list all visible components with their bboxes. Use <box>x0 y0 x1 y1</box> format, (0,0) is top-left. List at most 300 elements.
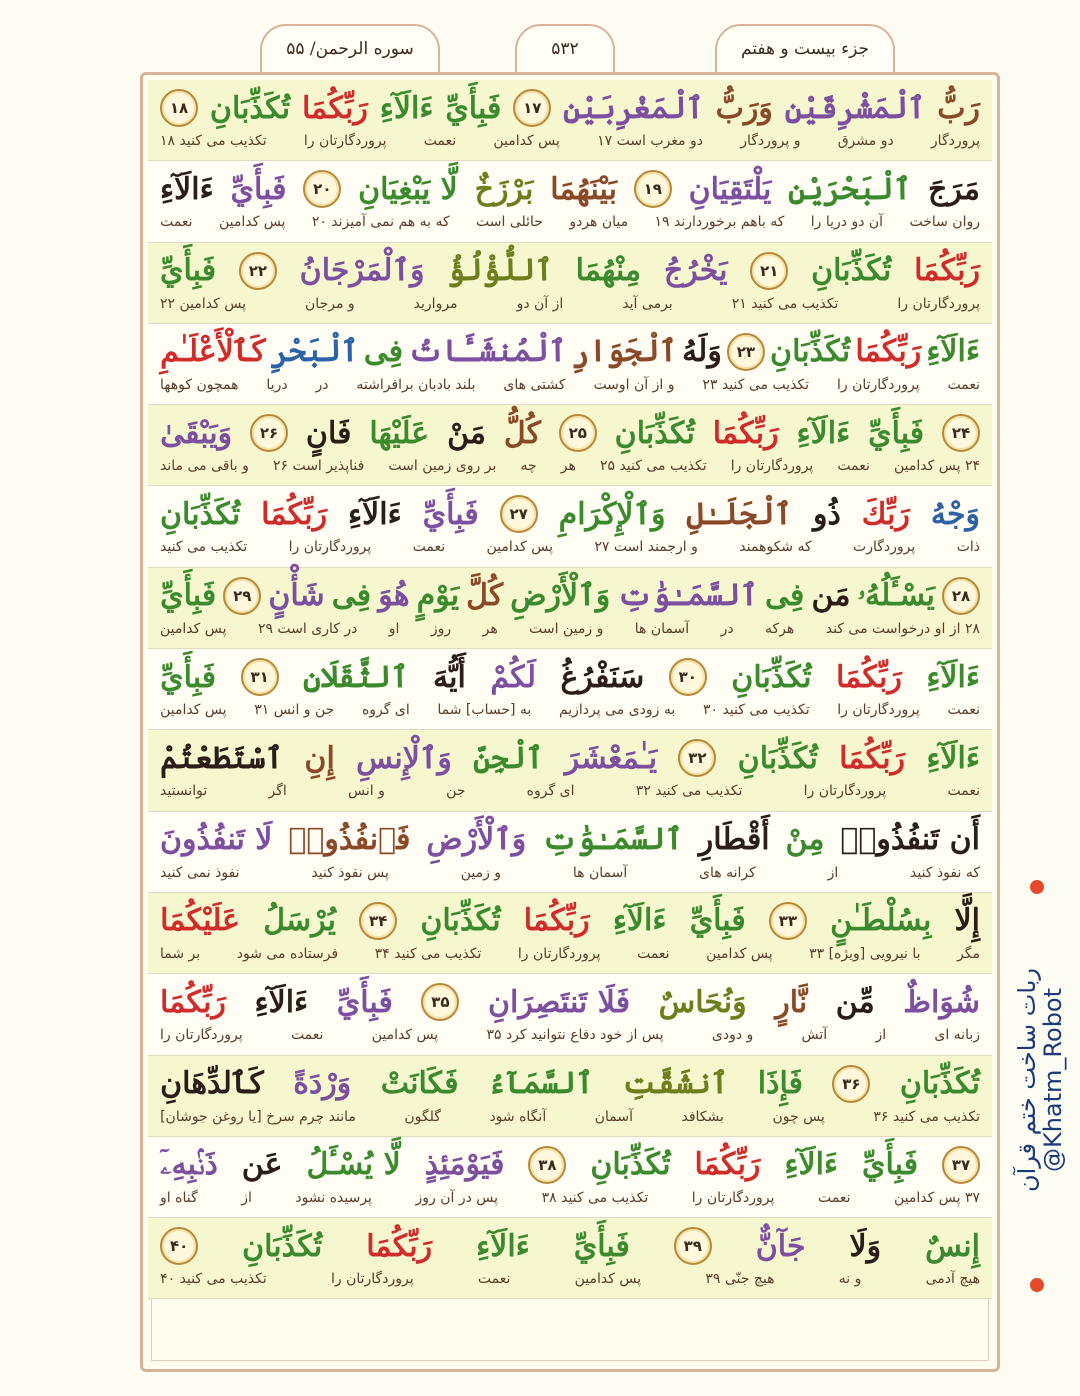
arabic-word: فَبِأَيِّ <box>230 171 287 207</box>
translation-word: نعمت <box>947 376 980 393</box>
translation-word: پس کدامین <box>493 133 560 149</box>
arabic-word: عَن <box>241 1147 283 1183</box>
translation-word: تکذیب می کنید ۲۵ <box>599 458 707 475</box>
arabic-word: فَبِأَيِّ <box>573 1228 630 1264</box>
translation-word: تکذیب می کنید ۳۰ <box>702 702 810 719</box>
persian-translation-line <box>160 862 980 884</box>
arabic-text-line <box>160 1224 980 1268</box>
arabic-word: ٱلْبَحْرِ <box>270 334 359 370</box>
arabic-text-line <box>160 818 980 862</box>
arabic-word: سَنَفْرُغُ <box>560 659 645 695</box>
translation-word: پروردگارتان را <box>836 376 920 393</box>
translation-word: که به هم نمی آمیزند ۲۰ <box>311 214 450 231</box>
arabic-word: كَٱلدِّهَانِ <box>160 1066 264 1102</box>
translation-word: مگر <box>957 945 980 962</box>
translation-word: تکذیب می کنید ۱۸ <box>160 133 267 149</box>
arabic-word: بِسُلْطَـٰنٍ <box>830 903 932 939</box>
persian-translation-line <box>160 130 980 152</box>
translation-word: نعمت <box>947 702 980 719</box>
arabic-word: فَيَوْمَئِذٍ <box>424 1147 505 1183</box>
arabic-text-line <box>160 736 980 780</box>
arabic-word: وَلَهُ <box>682 334 722 370</box>
verse-line <box>148 893 992 974</box>
translation-word: پروردگارتان را <box>897 295 980 312</box>
verse-number-marker: ۲۷ <box>500 495 538 533</box>
arabic-word: إِنسٌ <box>925 1228 980 1264</box>
translation-word: از <box>241 1189 252 1206</box>
arabic-word: فَانٍ <box>305 415 352 451</box>
verse-line <box>148 161 992 242</box>
arabic-word: ٱنشَقَّتِ <box>622 1066 729 1102</box>
translation-word: و ارجمند است ۲۷ <box>594 539 698 556</box>
arabic-word: ٱلسَّمَـٰوَٰتِ <box>617 578 758 614</box>
arabic-word: كُلَّ <box>466 578 504 614</box>
arabic-word: فَبِأَيِّ <box>868 415 925 451</box>
translation-word: نعمت <box>947 783 980 800</box>
translation-word: و پروردگار <box>740 133 801 149</box>
verse-number-marker: ۲۶ <box>250 414 288 452</box>
translation-word: دو مشرق <box>837 133 894 149</box>
verse-line <box>148 568 992 649</box>
arabic-text-line <box>160 86 980 130</box>
translation-word: بر شما <box>160 945 201 962</box>
verse-line <box>148 324 992 405</box>
arabic-word: رَبِّكُمَا <box>855 334 922 370</box>
arabic-word: ءَالَآءِ <box>796 415 851 451</box>
translation-word: آسمان ها <box>572 864 628 881</box>
translation-word: تکذیب می کنید ۳۸ <box>541 1189 649 1206</box>
arabic-word: وَٱلْإِنسِ <box>356 740 452 776</box>
arabic-word: لَا تَنفُذُونَ <box>160 822 273 858</box>
verse-line <box>148 974 992 1055</box>
translation-word: روان ساخت <box>909 214 980 231</box>
arabic-word: تُكَذِّبَانِ <box>811 253 892 289</box>
arabic-word: ءَالَآءِ <box>784 1147 839 1183</box>
verse-number-marker: ۲۲ <box>239 252 277 290</box>
arabic-word: رَبِّكُمَا <box>523 903 590 939</box>
translation-word: پروردگارتان را <box>837 702 920 719</box>
translation-word: نعمت <box>412 539 446 556</box>
arabic-word: لَّا يُسْـَٔلُ <box>306 1147 401 1183</box>
translation-word: اگر <box>268 783 287 800</box>
arabic-word: ٱلْجَلَـٰلِ <box>686 496 792 532</box>
verse-number-marker: ۲۹ <box>223 577 261 615</box>
arabic-word: تُكَذِّبَانِ <box>160 496 241 532</box>
arabic-word: ءَالَآءِ <box>254 984 309 1020</box>
verse-line <box>148 486 992 567</box>
translation-word: که نفوذ کنید <box>910 864 980 881</box>
translation-word: جن و انس ۳۱ <box>254 702 335 719</box>
arabic-word: ٱسْتَطَعْتُمْ <box>160 740 284 776</box>
surah-title: سوره الرحمن/ ۵۵ <box>260 24 440 74</box>
translation-word: پس کدامین <box>218 214 286 231</box>
translation-word: نعمت <box>290 1027 324 1044</box>
page-header <box>0 10 1080 72</box>
arabic-word: فَإِذَا <box>757 1066 803 1102</box>
arabic-word: لَكُمْ <box>490 659 536 695</box>
arabic-text-line <box>160 330 980 374</box>
translation-word: فرستاده می شود <box>236 945 339 962</box>
arabic-text-line <box>160 1062 980 1106</box>
verse-number-marker: ۳۶ <box>832 1065 870 1103</box>
translation-word: نعمت <box>637 945 670 962</box>
translation-word: حائلی است <box>476 214 543 231</box>
verse-number-marker: ۱۷ <box>513 89 551 127</box>
translation-word: پروردگار <box>930 133 980 149</box>
arabic-word: وَرَبُّ <box>715 90 773 126</box>
watermark-ornament-bottom-icon <box>1030 1278 1044 1292</box>
translation-word: گلگون <box>404 1108 441 1125</box>
arabic-word: تُكَذِّبَانِ <box>737 740 818 776</box>
translation-word: پروردگارتان را <box>803 783 887 800</box>
translation-word: ای گروه <box>526 783 575 800</box>
verse-number-marker: ۲۱ <box>750 252 788 290</box>
translation-word: و دودی <box>711 1027 754 1044</box>
verse-number-marker: ۳۹ <box>674 1227 712 1265</box>
arabic-word: مَن <box>811 578 851 614</box>
translation-word: پس کدامین <box>486 539 553 556</box>
arabic-word: إِنِ <box>304 740 335 776</box>
persian-translation-line <box>160 211 980 233</box>
translation-word: ۳۷ پس کدامین <box>894 1189 980 1206</box>
arabic-word: نَّارٍ <box>775 984 808 1020</box>
translation-word: بشکافد <box>681 1108 724 1125</box>
translation-word: پروردگارتان را <box>303 133 387 149</box>
arabic-text-line <box>160 655 980 699</box>
verse-number-marker: ۳۵ <box>421 983 459 1021</box>
arabic-word: فَٱنفُذُوا۟ <box>288 822 411 858</box>
translation-word: چه <box>520 458 537 475</box>
arabic-word: ءَالَآءِ <box>160 171 214 207</box>
verse-number-marker: ۱۸ <box>160 89 198 127</box>
arabic-word: فَبِأَيِّ <box>336 984 393 1020</box>
verse-number-marker: ۴۰ <box>160 1227 198 1265</box>
translation-word: پس کدامین <box>706 945 773 962</box>
arabic-text-line <box>160 980 980 1024</box>
translation-word: تکذیب می کنید ۴۰ <box>160 1271 267 1288</box>
arabic-word: يَخْرُجُ <box>663 253 728 289</box>
arabic-word: رَبِّكُمَا <box>839 740 906 776</box>
translation-word: کرانه های <box>699 864 756 881</box>
translation-word: و زمین <box>460 864 502 881</box>
translation-word: با نیرویی [ویژه] ۳۳ <box>809 945 921 962</box>
arabic-word: تُكَذِّبَانِ <box>770 334 851 370</box>
arabic-word: فَلَا تَنتَصِرَانِ <box>487 984 631 1020</box>
arabic-word: فَبِأَيِّ <box>689 903 746 939</box>
channel-watermark <box>1010 880 1070 1280</box>
translation-word: نعمت <box>160 214 193 231</box>
verse-number-marker: ۲۵ <box>559 414 597 452</box>
translation-word: ذات <box>956 539 980 556</box>
arabic-word: تُكَذِّبَانِ <box>420 903 501 939</box>
translation-word: بلند بادبان برافراشته <box>356 376 476 393</box>
verse-line <box>148 730 992 811</box>
verse-number-marker: ۲۳ <box>727 333 765 371</box>
arabic-word: وَنُحَاسٌ <box>658 984 747 1020</box>
channel-watermark-text <box>1010 880 1070 1280</box>
translation-word: مانند چرم سرخ [یا روغن جوشان] <box>160 1108 356 1125</box>
arabic-word: يَسْـَٔلُهُۥ <box>857 578 935 614</box>
arabic-word: رَبِّكُمَا <box>835 659 902 695</box>
translation-word: آنگاه شود <box>489 1108 547 1125</box>
translation-word: پس چون <box>772 1108 825 1125</box>
arabic-word: فَكَانَتْ <box>380 1066 459 1102</box>
verse-line <box>148 1218 992 1299</box>
arabic-word: بَيْنَهُمَا <box>550 171 617 207</box>
arabic-word: ٱلسَّمَآءُ <box>488 1066 594 1102</box>
persian-translation-line <box>160 536 980 558</box>
verse-number-marker: ۳۱ <box>241 658 279 696</box>
translation-word: فناپذیر است ۲۶ <box>272 458 365 475</box>
persian-translation-line <box>160 699 980 721</box>
arabic-word: ٱلسَّمَـٰوَٰتِ <box>542 822 683 858</box>
verse-number-marker: ۳۰ <box>669 658 707 696</box>
translation-word: و نه <box>838 1271 862 1288</box>
translation-word: پروردگارت <box>853 539 916 556</box>
arabic-text-line <box>160 249 980 293</box>
translation-word: پس کدامین <box>574 1271 642 1288</box>
watermark-ornament-top-icon <box>1030 880 1044 894</box>
verse-line <box>148 405 992 486</box>
persian-translation-line <box>160 293 980 315</box>
arabic-word: تُكَذِّبَانِ <box>242 1228 323 1264</box>
arabic-word: ءَالَآءِ <box>348 496 402 532</box>
translation-word: همچون کوهها <box>160 376 239 393</box>
arabic-word: أَيُّهَ <box>433 659 466 695</box>
page-number: ۵۳۲ <box>515 24 615 74</box>
arabic-word: رَبِّكُمَا <box>694 1147 761 1183</box>
persian-translation-line <box>160 1187 980 1209</box>
translation-word: بر روی زمین است <box>388 458 497 475</box>
arabic-word: مِنْهُمَا <box>575 253 642 289</box>
arabic-word: ذَنۢبِهِۦٓ <box>160 1147 218 1183</box>
arabic-word: رَبُّ <box>937 90 980 126</box>
translation-word: پروردگارتان را <box>691 1189 775 1206</box>
watermark-title: ربات ساخت ختم قرآن <box>1013 968 1041 1192</box>
translation-word: دریا <box>266 376 288 393</box>
arabic-word: يَوْمٍ <box>416 578 460 614</box>
arabic-word: فَبِأَيِّ <box>422 496 479 532</box>
persian-translation-line <box>160 618 980 640</box>
arabic-word: ٱلثَّقَلَانِ <box>303 659 409 695</box>
arabic-word: وَٱلْأَرْضِ <box>510 578 611 614</box>
translation-word: پس کدامین ۲۲ <box>160 295 246 312</box>
translation-word: در <box>315 376 329 393</box>
arabic-word: تُكَذِّبَانِ <box>899 1066 980 1102</box>
translation-word: او <box>388 620 400 637</box>
arabic-word: فَبِأَيِّ <box>160 253 217 289</box>
watermark-handle: @Khatm_Robot <box>1039 987 1067 1173</box>
arabic-word: ءَالَآءِ <box>926 740 980 776</box>
arabic-word: رَبِّكُمَا <box>366 1228 433 1264</box>
translation-word: که باهم برخوردارند ۱۹ <box>654 214 785 231</box>
arabic-text-line <box>160 492 980 536</box>
translation-word: تکذیب می کنید ۳۴ <box>374 945 482 962</box>
arabic-word: أَن تَنفُذُوا۟ <box>840 822 980 858</box>
verse-lines <box>148 80 992 1299</box>
verse-line <box>148 243 992 324</box>
verse-number-marker: ۳۸ <box>528 1146 566 1184</box>
translation-word: مروارید <box>413 295 458 312</box>
arabic-word: وَرْدَةً <box>293 1066 352 1102</box>
persian-translation-line <box>160 943 980 965</box>
arabic-word: فَبِأَيِّ <box>862 1147 919 1183</box>
translation-word: ۲۴ پس کدامین <box>894 458 980 475</box>
translation-word: پروردگارتان را <box>160 1027 243 1044</box>
arabic-word: كَٱلْأَعْلَـٰمِ <box>160 334 266 370</box>
translation-word: توانستید <box>160 783 208 800</box>
arabic-word: ٱللُّؤْلُؤُ <box>447 253 553 289</box>
verse-number-marker: ۳۳ <box>769 902 807 940</box>
persian-translation-line <box>160 1024 980 1046</box>
translation-word: پس نفوذ کنید <box>311 864 389 881</box>
verse-number-marker: ۱۹ <box>634 170 672 208</box>
arabic-word: تُكَذِّبَانِ <box>731 659 812 695</box>
arabic-word: ءَالَآءِ <box>926 659 980 695</box>
translation-word: نفوذ نمی کنید <box>160 864 240 881</box>
persian-translation-line <box>160 1106 980 1128</box>
arabic-word: مَنْ <box>447 415 486 451</box>
verse-line <box>148 649 992 730</box>
translation-word: و از آن اوست <box>593 376 675 393</box>
translation-word: تکذیب می کنید ۲۳ <box>702 376 810 393</box>
translation-word: نعمت <box>423 133 457 149</box>
arabic-text-line <box>160 411 980 455</box>
arabic-word: رَبِّكَ <box>861 496 910 532</box>
verse-number-marker: ۲۰ <box>303 170 341 208</box>
translation-word: تکذیب می کنید ۳۶ <box>873 1108 980 1125</box>
translation-word: هیچ آدمی <box>925 1271 980 1288</box>
translation-word: زبانه ای <box>934 1027 980 1044</box>
translation-word: به [حساب] شما <box>437 702 532 719</box>
arabic-word: فَبِأَيِّ <box>445 90 502 126</box>
arabic-word: يَـٰمَعْشَرَ <box>564 740 658 776</box>
arabic-word: شَأْنٍ <box>268 578 325 614</box>
arabic-word: ٱلْبَحْرَيْنِ <box>788 171 912 207</box>
translation-word: هرکه <box>765 620 795 637</box>
arabic-word: رَبِّكُمَا <box>301 90 368 126</box>
translation-word: پروردگارتان را <box>288 539 372 556</box>
arabic-word: وَجْهُ <box>930 496 980 532</box>
translation-word: و باقی می ماند <box>160 458 249 475</box>
arabic-word: فِى <box>765 578 805 614</box>
arabic-word: شُوَاظٌ <box>903 984 980 1020</box>
arabic-word: رَبِّكُمَا <box>261 496 328 532</box>
translation-word: نعمت <box>817 1189 851 1206</box>
translation-word: در کاری است ۲۹ <box>257 620 358 637</box>
translation-word: از آن دو <box>516 295 564 312</box>
arabic-word: تُكَذِّبَانِ <box>590 1147 671 1183</box>
arabic-text-line <box>160 574 980 618</box>
arabic-word: وَٱلْمَرْجَانُ <box>299 253 425 289</box>
verse-number-marker: ۲۴ <box>942 414 980 452</box>
translation-word: پروردگارتان را <box>517 945 601 962</box>
persian-translation-line <box>160 780 980 802</box>
translation-word: هیچ جنّی ۳۹ <box>705 1271 775 1288</box>
arabic-word: ذُو <box>812 496 841 532</box>
translation-word: هر <box>560 458 576 475</box>
translation-word: در <box>720 620 734 637</box>
translation-word: آن دو دریا را <box>810 214 884 231</box>
translation-word: جن <box>446 783 466 800</box>
translation-word: آسمان <box>594 1108 633 1125</box>
translation-word: به زودی می پردازیم <box>558 702 676 719</box>
translation-word: روز <box>430 620 452 637</box>
arabic-word: مِّن <box>835 984 875 1020</box>
translation-word: تکذیب می کنید ۳۲ <box>635 783 743 800</box>
translation-word: گناه او <box>160 1189 198 1206</box>
arabic-word: رَبِّكُمَا <box>160 984 226 1020</box>
arabic-word: كُلُّ <box>503 415 541 451</box>
arabic-word: وَلَا <box>849 1228 882 1264</box>
arabic-word: فَبِأَيِّ <box>160 659 217 695</box>
arabic-word: ٱلْمَشْرِقَيْنِ <box>784 90 926 126</box>
translation-word: و مرجان <box>305 295 355 312</box>
persian-translation-line <box>160 1268 980 1290</box>
translation-word: نعمت <box>477 1271 511 1288</box>
translation-word: از <box>827 864 839 881</box>
translation-word: پروردگارتان را <box>330 1271 414 1288</box>
arabic-word: ءَالَآءِ <box>379 90 434 126</box>
verse-number-marker: ۳۴ <box>359 902 397 940</box>
translation-word: پس کدامین <box>160 702 227 719</box>
arabic-word: تُكَذِّبَانِ <box>209 90 291 126</box>
translation-word: ای گروه <box>361 702 410 719</box>
arabic-word: عَلَيْهَا <box>369 415 430 451</box>
arabic-word: ٱلْجِنِّ <box>473 740 544 776</box>
persian-translation-line <box>160 455 980 477</box>
translation-word: هر <box>482 620 498 637</box>
arabic-word: عَلَيْكُمَا <box>160 903 241 939</box>
translation-word: از <box>875 1027 887 1044</box>
arabic-word: تُكَذِّبَانِ <box>614 415 695 451</box>
translation-word: آسمان ها <box>634 620 690 637</box>
translation-word: نعمت <box>837 458 870 475</box>
arabic-text-line <box>160 167 980 211</box>
translation-word: آتش <box>801 1027 828 1044</box>
translation-word: پس از خود دفاع نتوانید کرد ۳۵ <box>486 1027 664 1044</box>
arabic-word: أَقْطَارِ <box>698 822 770 858</box>
arabic-word: لَّا يَبْغِيَانِ <box>358 171 458 207</box>
translation-word: پس کدامین <box>160 620 227 637</box>
arabic-word: رَبِّكُمَا <box>712 415 779 451</box>
verse-line <box>148 1056 992 1137</box>
arabic-word: فَبِأَيِّ <box>160 578 217 614</box>
translation-word: پروردگارتان را <box>730 458 814 475</box>
arabic-word: وَيَبْقَىٰ <box>160 415 233 451</box>
translation-word: تکذیب می کنید ۲۱ <box>731 295 839 312</box>
arabic-word: وَٱلْأَرْضِ <box>426 822 527 858</box>
translation-word: و زمین است <box>529 620 604 637</box>
translation-word: میان هردو <box>569 214 629 231</box>
arabic-word: فِى <box>331 578 372 614</box>
arabic-word: ٱلْجَوَارِ <box>571 334 677 370</box>
arabic-text-line <box>160 899 980 943</box>
arabic-word: فِى <box>363 334 404 370</box>
translation-word: کشتی های <box>503 376 566 393</box>
arabic-word: بَرْزَخٌ <box>474 171 534 207</box>
arabic-word: إِلَّا <box>954 903 980 939</box>
arabic-word: يَلْتَقِيَانِ <box>688 171 772 207</box>
arabic-word: يُرْسَلُ <box>263 903 336 939</box>
arabic-word: وَٱلْإِكْرَامِ <box>558 496 666 532</box>
arabic-word: جَآنٌّ <box>755 1228 806 1264</box>
arabic-word: مِنْ <box>785 822 825 858</box>
arabic-word: هُوَ <box>378 578 410 614</box>
arabic-word: مَرَجَ <box>928 171 980 207</box>
translation-word: برمی آید <box>622 295 673 312</box>
translation-word: ۲۸ از او درخواست می کند <box>825 620 980 637</box>
